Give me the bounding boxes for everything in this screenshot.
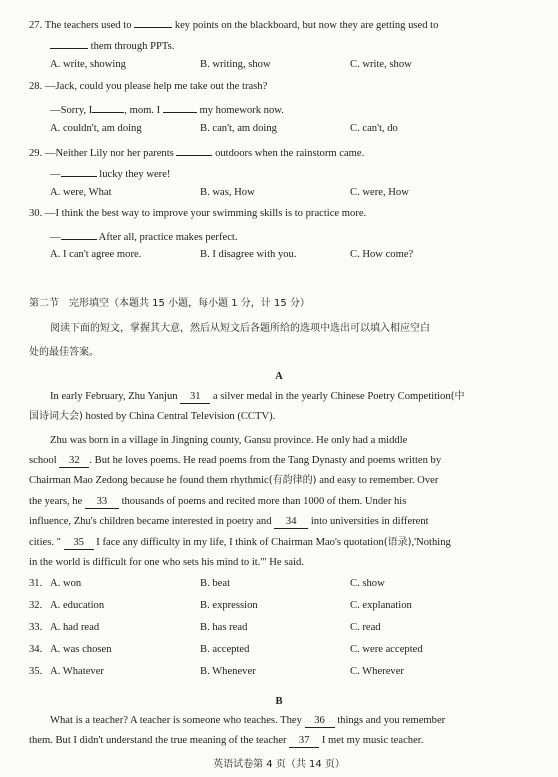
choice-31-option-a: A. won: [50, 578, 82, 589]
question-27-option-b: B. writing, show: [200, 59, 271, 70]
question-30-option-c: C. How come?: [350, 249, 414, 260]
question-29-line-1: 29. —Neither Lily nor her parents outdoors when the rainstorm came.: [29, 144, 364, 161]
answer-blank: [176, 144, 212, 156]
choice-34-option-b: B. accepted: [200, 644, 250, 655]
blank-33: 33: [85, 496, 119, 509]
question-30-option-a: A. I can't agree more.: [50, 249, 142, 260]
question-27-line-1: 27. The teachers used to key points on the blackboard, but now they are getting used to: [29, 16, 438, 33]
choice-34-option-c: C. were accepted: [350, 644, 423, 655]
passage-a-paragraph-2-line-2: school 32 . But he loves poems. He read poems from the Tang Dynasty and poems written by: [29, 455, 442, 466]
choice-35-option-c: C. Wherever: [350, 666, 404, 677]
choice-32-option-c: C. explanation: [350, 600, 412, 611]
answer-blank: [163, 101, 197, 113]
passage-a-paragraph-1-line-2: 国诗词大会) hosted by China Central Television (CCTV).: [29, 411, 276, 422]
choice-33-option-c: C. read: [350, 622, 381, 633]
choice-34-number: 34.: [29, 644, 43, 655]
blank-36: 36: [305, 715, 335, 728]
choice-33-option-b: B. has read: [200, 622, 248, 633]
passage-a-label: A: [275, 371, 283, 382]
passage-a-paragraph-2-line-1: Zhu was born in a village in Jingning county, Gansu province. He only had a middle: [50, 435, 408, 446]
question-28-line-1: 28. —Jack, could you please help me take out the trash?: [29, 81, 268, 92]
answer-blank: [61, 228, 97, 240]
choice-32-number: 32.: [29, 600, 43, 611]
choice-33-number: 33.: [29, 622, 43, 633]
blank-31: 31: [180, 391, 210, 404]
question-27-line-2: them through PPTs.: [50, 37, 174, 54]
question-28-option-a: A. couldn't, am doing: [50, 123, 142, 134]
question-29-option-c: C. were, How: [350, 187, 409, 198]
question-27-option-a: A. write, showing: [50, 59, 126, 70]
answer-blank: [92, 101, 124, 113]
question-28-option-c: C. can't, do: [350, 123, 398, 134]
answer-blank: [50, 37, 88, 49]
passage-a-paragraph-2-line-7: in the world is difficult for one who sets his mind to it.'" He said.: [29, 557, 304, 568]
choice-35-number: 35.: [29, 666, 43, 677]
passage-b-line-2: them. But I didn't understand the true meaning of the teacher 37 I met my music teacher.: [29, 735, 424, 746]
passage-a-paragraph-1-line-1: In early February, Zhu Yanjun 31 a silver medal in the yearly Chinese Poetry Competition(中: [50, 391, 465, 402]
blank-32: 32: [59, 455, 89, 468]
section-instruction-line-1: 阅读下面的短文，掌握其大意，然后从短文后各题所给的选项中选出可以填入相应空白: [50, 323, 430, 334]
question-30-line-2: — After all, practice makes perfect.: [50, 228, 238, 245]
question-27-option-c: C. write, show: [350, 59, 412, 70]
choice-31-option-b: B. beat: [200, 578, 231, 589]
question-29-option-a: A. were, What: [50, 187, 112, 198]
passage-a-paragraph-2-line-4: the years, he 33 thousands of poems and recited more than 1000 of them. Under his: [29, 496, 407, 507]
question-30-line-1: 30. —I think the best way to improve your swimming skills is to practice more.: [29, 208, 367, 219]
passage-b-line-1: What is a teacher? A teacher is someone who teaches. They 36 things and you remember: [50, 715, 446, 726]
choice-31-number: 31.: [29, 578, 43, 589]
passage-a-paragraph-2-line-5: influence, Zhu's children became interested in poetry and 34 into universities in different: [29, 516, 429, 527]
question-29-option-b: B. was, How: [200, 187, 255, 198]
blank-35: 35: [64, 537, 94, 550]
question-28-line-2: —Sorry, I , mom. I my homework now.: [50, 101, 284, 118]
question-29-line-2: — lucky they were!: [50, 165, 170, 182]
page-footer: 英语试卷第 4 页（共 14 页）: [213, 759, 345, 770]
choice-32-option-a: A. education: [50, 600, 105, 611]
choice-35-option-b: B. Whenever: [200, 666, 256, 677]
choice-32-option-b: B. expression: [200, 600, 258, 611]
choice-34-option-a: A. was chosen: [50, 644, 112, 655]
answer-blank: [134, 16, 172, 28]
question-30-option-b: B. I disagree with you.: [200, 249, 297, 260]
choice-33-option-a: A. had read: [50, 622, 100, 633]
section-heading: 第二节 完形填空（本题共 15 小题，每小题 1 分，计 15 分）: [29, 298, 310, 309]
choice-35-option-a: A. Whatever: [50, 666, 104, 677]
blank-34: 34: [274, 516, 308, 529]
passage-a-paragraph-2-line-3: Chairman Mao Zedong because he found them rhythmic(有韵律的) and easy to remember. Over: [29, 475, 439, 486]
answer-blank: [61, 165, 97, 177]
choice-31-option-c: C. show: [350, 578, 385, 589]
blank-37: 37: [289, 735, 319, 748]
section-instruction-line-2: 处的最佳答案。: [29, 347, 99, 358]
question-28-option-b: B. can't, am doing: [200, 123, 277, 134]
passage-b-label: B: [275, 696, 283, 707]
passage-a-paragraph-2-line-6: cities. " 35 I face any difficulty in my life, I think of Chairman Mao's quotation(语录),'Nothing: [29, 537, 451, 548]
